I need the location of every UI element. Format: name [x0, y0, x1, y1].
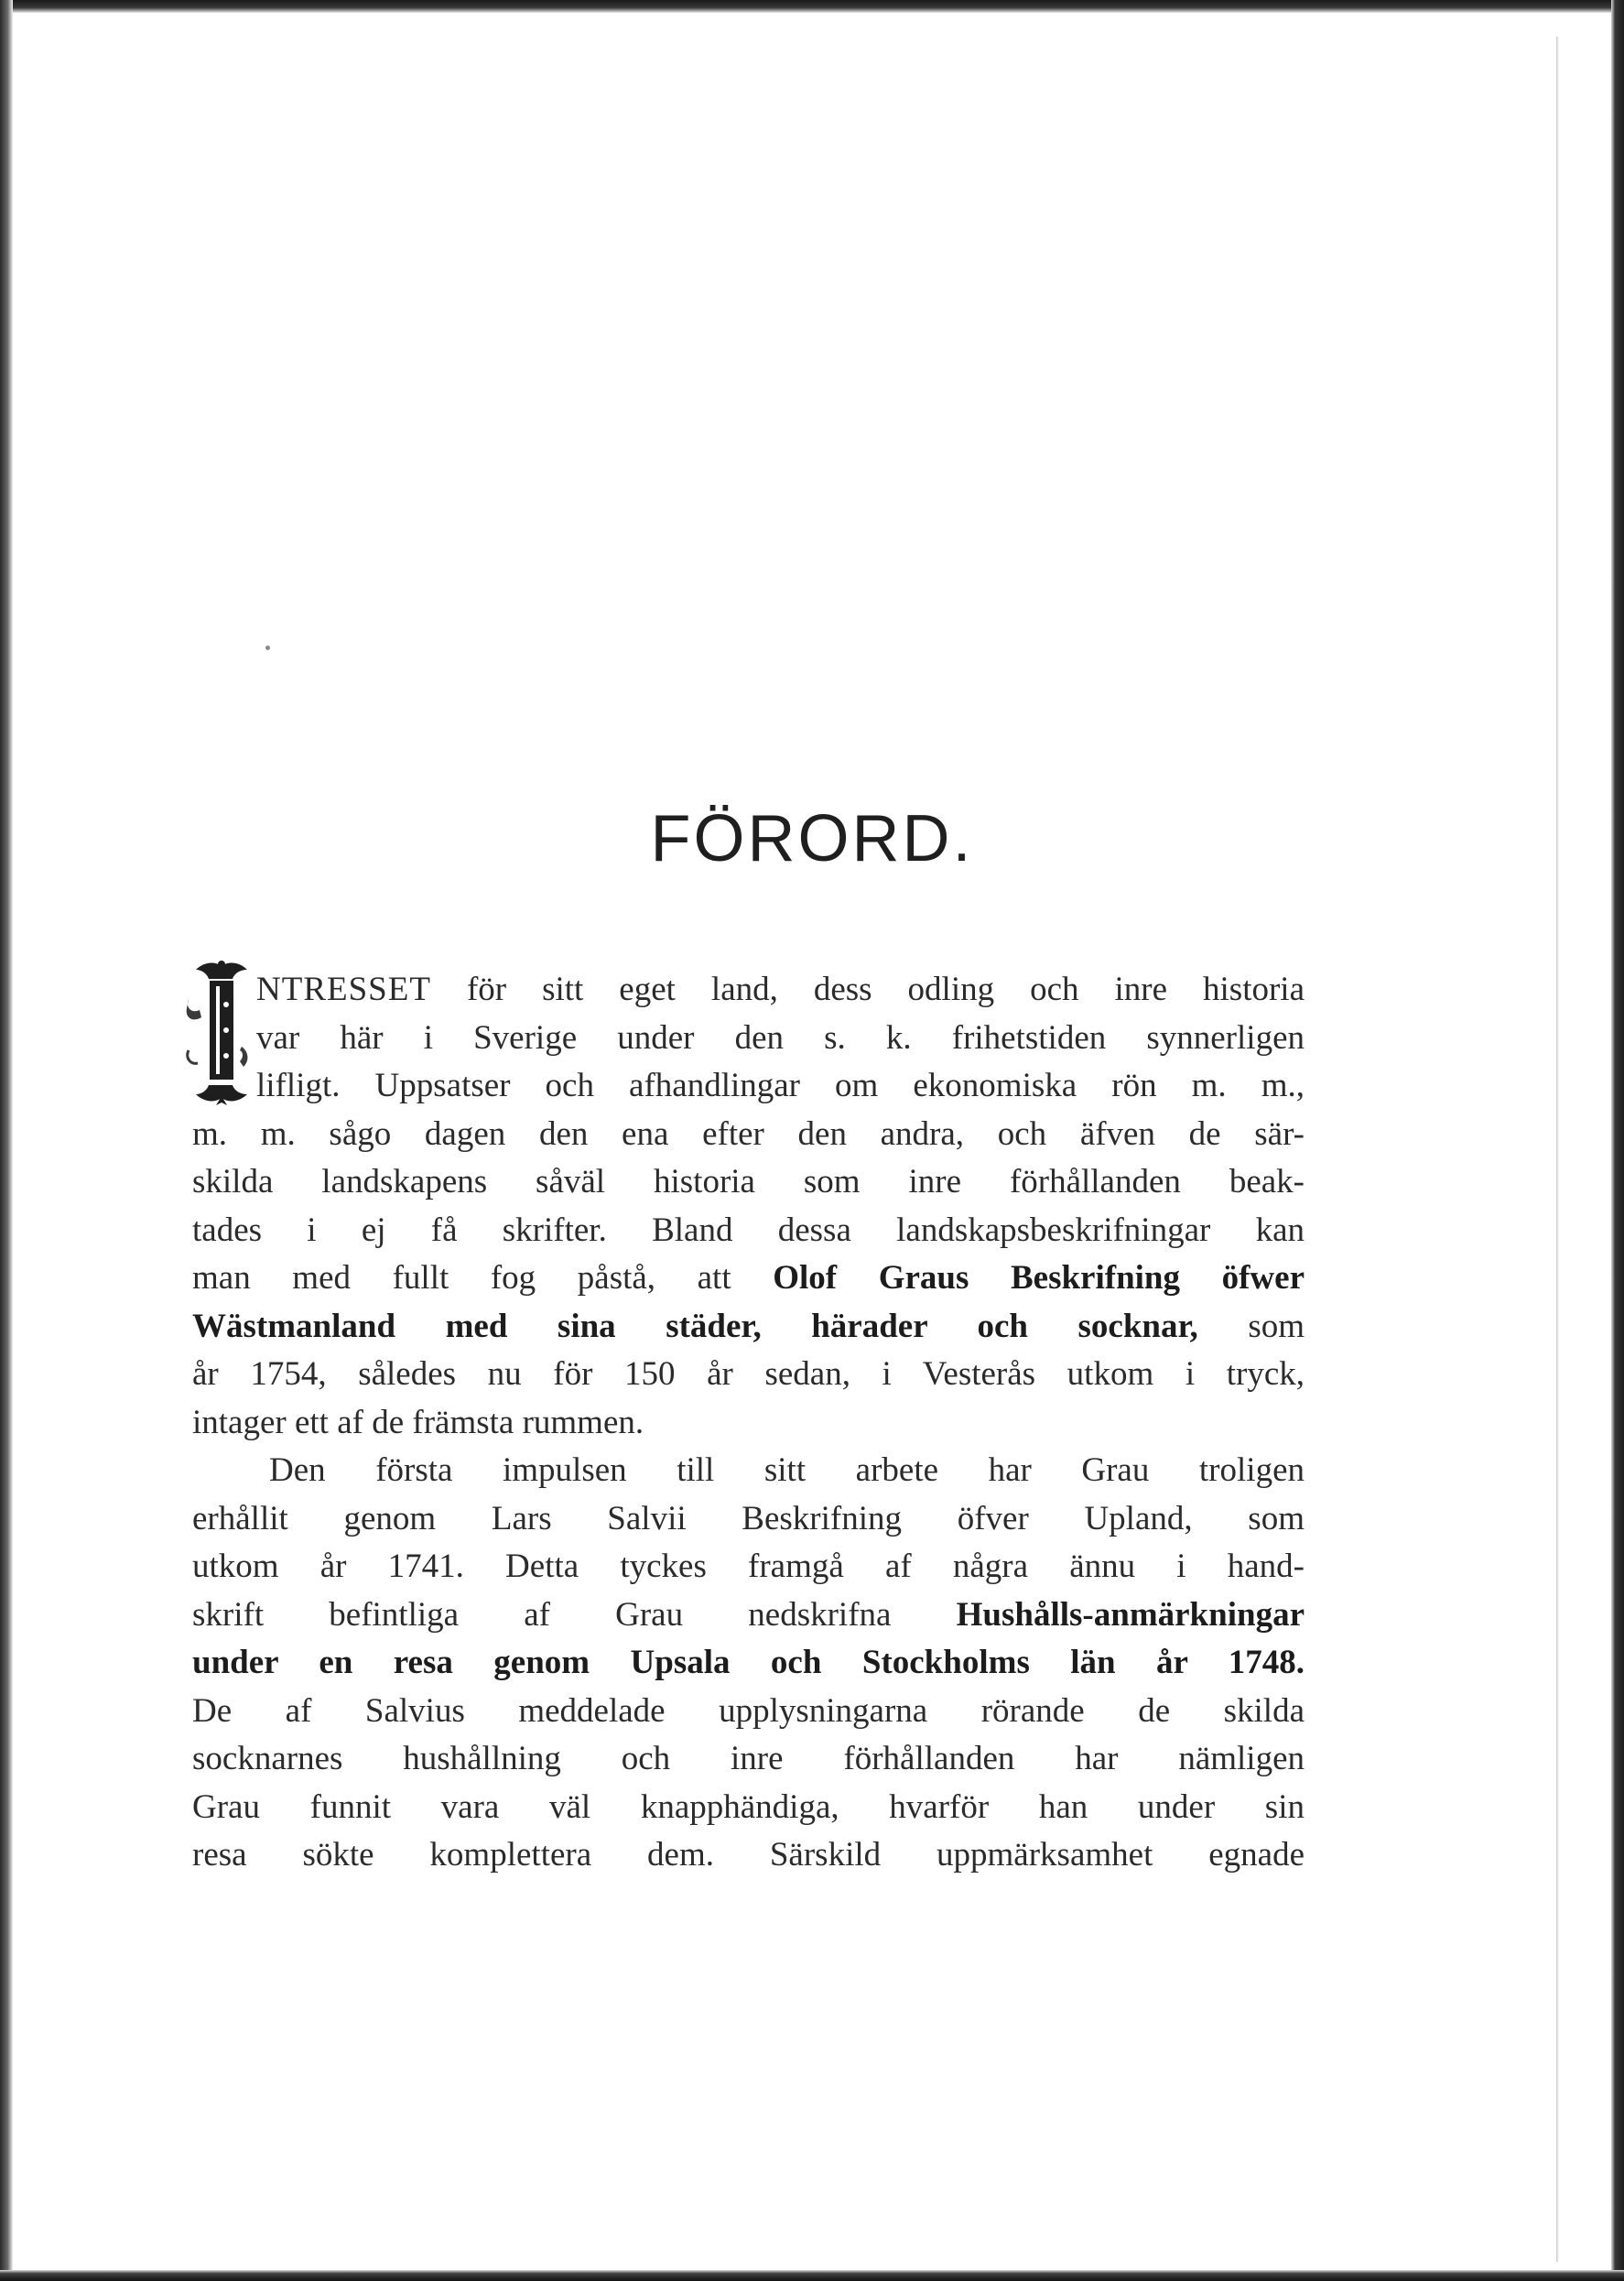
text-line: var här i Sverige under den s. k. frihetstiden synnerligen [256, 1018, 1305, 1057]
text-line: intager ett af de främsta rummen. [192, 1403, 644, 1441]
manuscript-title-bold: Hushålls-anmärkningar [956, 1595, 1305, 1634]
text-line: tades i ej få skrifter. Bland dessa landskapsbeskrifningar kan [192, 1211, 1305, 1249]
text-line [192, 1255, 1305, 1303]
text-line: år 1754, således nu för 150 år sedan, i Vesterås utkom i tryck, [192, 1355, 1305, 1393]
body-text [192, 966, 1305, 1880]
text-line: Grau funnit vara väl knapphändiga, hvarför han under sin [192, 1787, 1305, 1826]
page-title: FÖRORD. [650, 802, 974, 875]
text-line [192, 1303, 1305, 1352]
text-run: som [1197, 1307, 1305, 1345]
scan-border-bottom [0, 2270, 1624, 2281]
text-line: utkom år 1741. Detta tyckes framgå af några ännu i hand- [192, 1548, 1305, 1585]
scan-border-top [0, 0, 1624, 13]
text-line: De af Salvius meddelade upplysningarna rörande de skilda [192, 1691, 1305, 1730]
text-line: socknarnes hushållning och inre förhållanden har nämligen [192, 1740, 1305, 1777]
paper-speck [265, 646, 270, 650]
text-line: Den första impulsen till sitt arbete har Grau troligen [269, 1451, 1305, 1489]
text-run: skrift befintliga af Grau nedskrifna [192, 1595, 957, 1634]
text-line: lifligt. Uppsatser och afhandlingar om ekonomiska rön m. m., [256, 1067, 1305, 1104]
opening-word: NTRESSET [256, 971, 431, 1008]
book-title-bold: Wästmanland med sina städer, härader och socknar, [192, 1307, 1198, 1345]
manuscript-title-bold-line: under en resa genom Upsala och Stockholms län år 1748. [192, 1644, 1305, 1681]
text-line: m. m. sågo dagen den ena efter den andra, och äfven de sär- [192, 1114, 1305, 1153]
ornamental-drop-cap-icon [183, 959, 258, 1105]
text-line [192, 966, 1305, 1015]
text-run: för sitt eget land, dess odling och inre historia [430, 971, 1305, 1008]
scan-border-right [1611, 0, 1624, 2281]
page-edge-shadow [1556, 37, 1559, 2262]
text-line: skilda landskapens såväl historia som inre förhållanden beak- [192, 1163, 1305, 1200]
scan-border-left [0, 0, 13, 2281]
text-line [192, 1591, 1305, 1640]
text-line: erhållit genom Lars Salvii Beskrifning öfver Upland, som [192, 1499, 1305, 1537]
text-run: man med fullt fog påstå, att [192, 1259, 774, 1297]
book-title-bold: Olof Graus Beskrifning öfwer [773, 1259, 1305, 1297]
text-line: resa sökte komplettera dem. Särskild uppmärksamhet egnade [192, 1836, 1305, 1874]
